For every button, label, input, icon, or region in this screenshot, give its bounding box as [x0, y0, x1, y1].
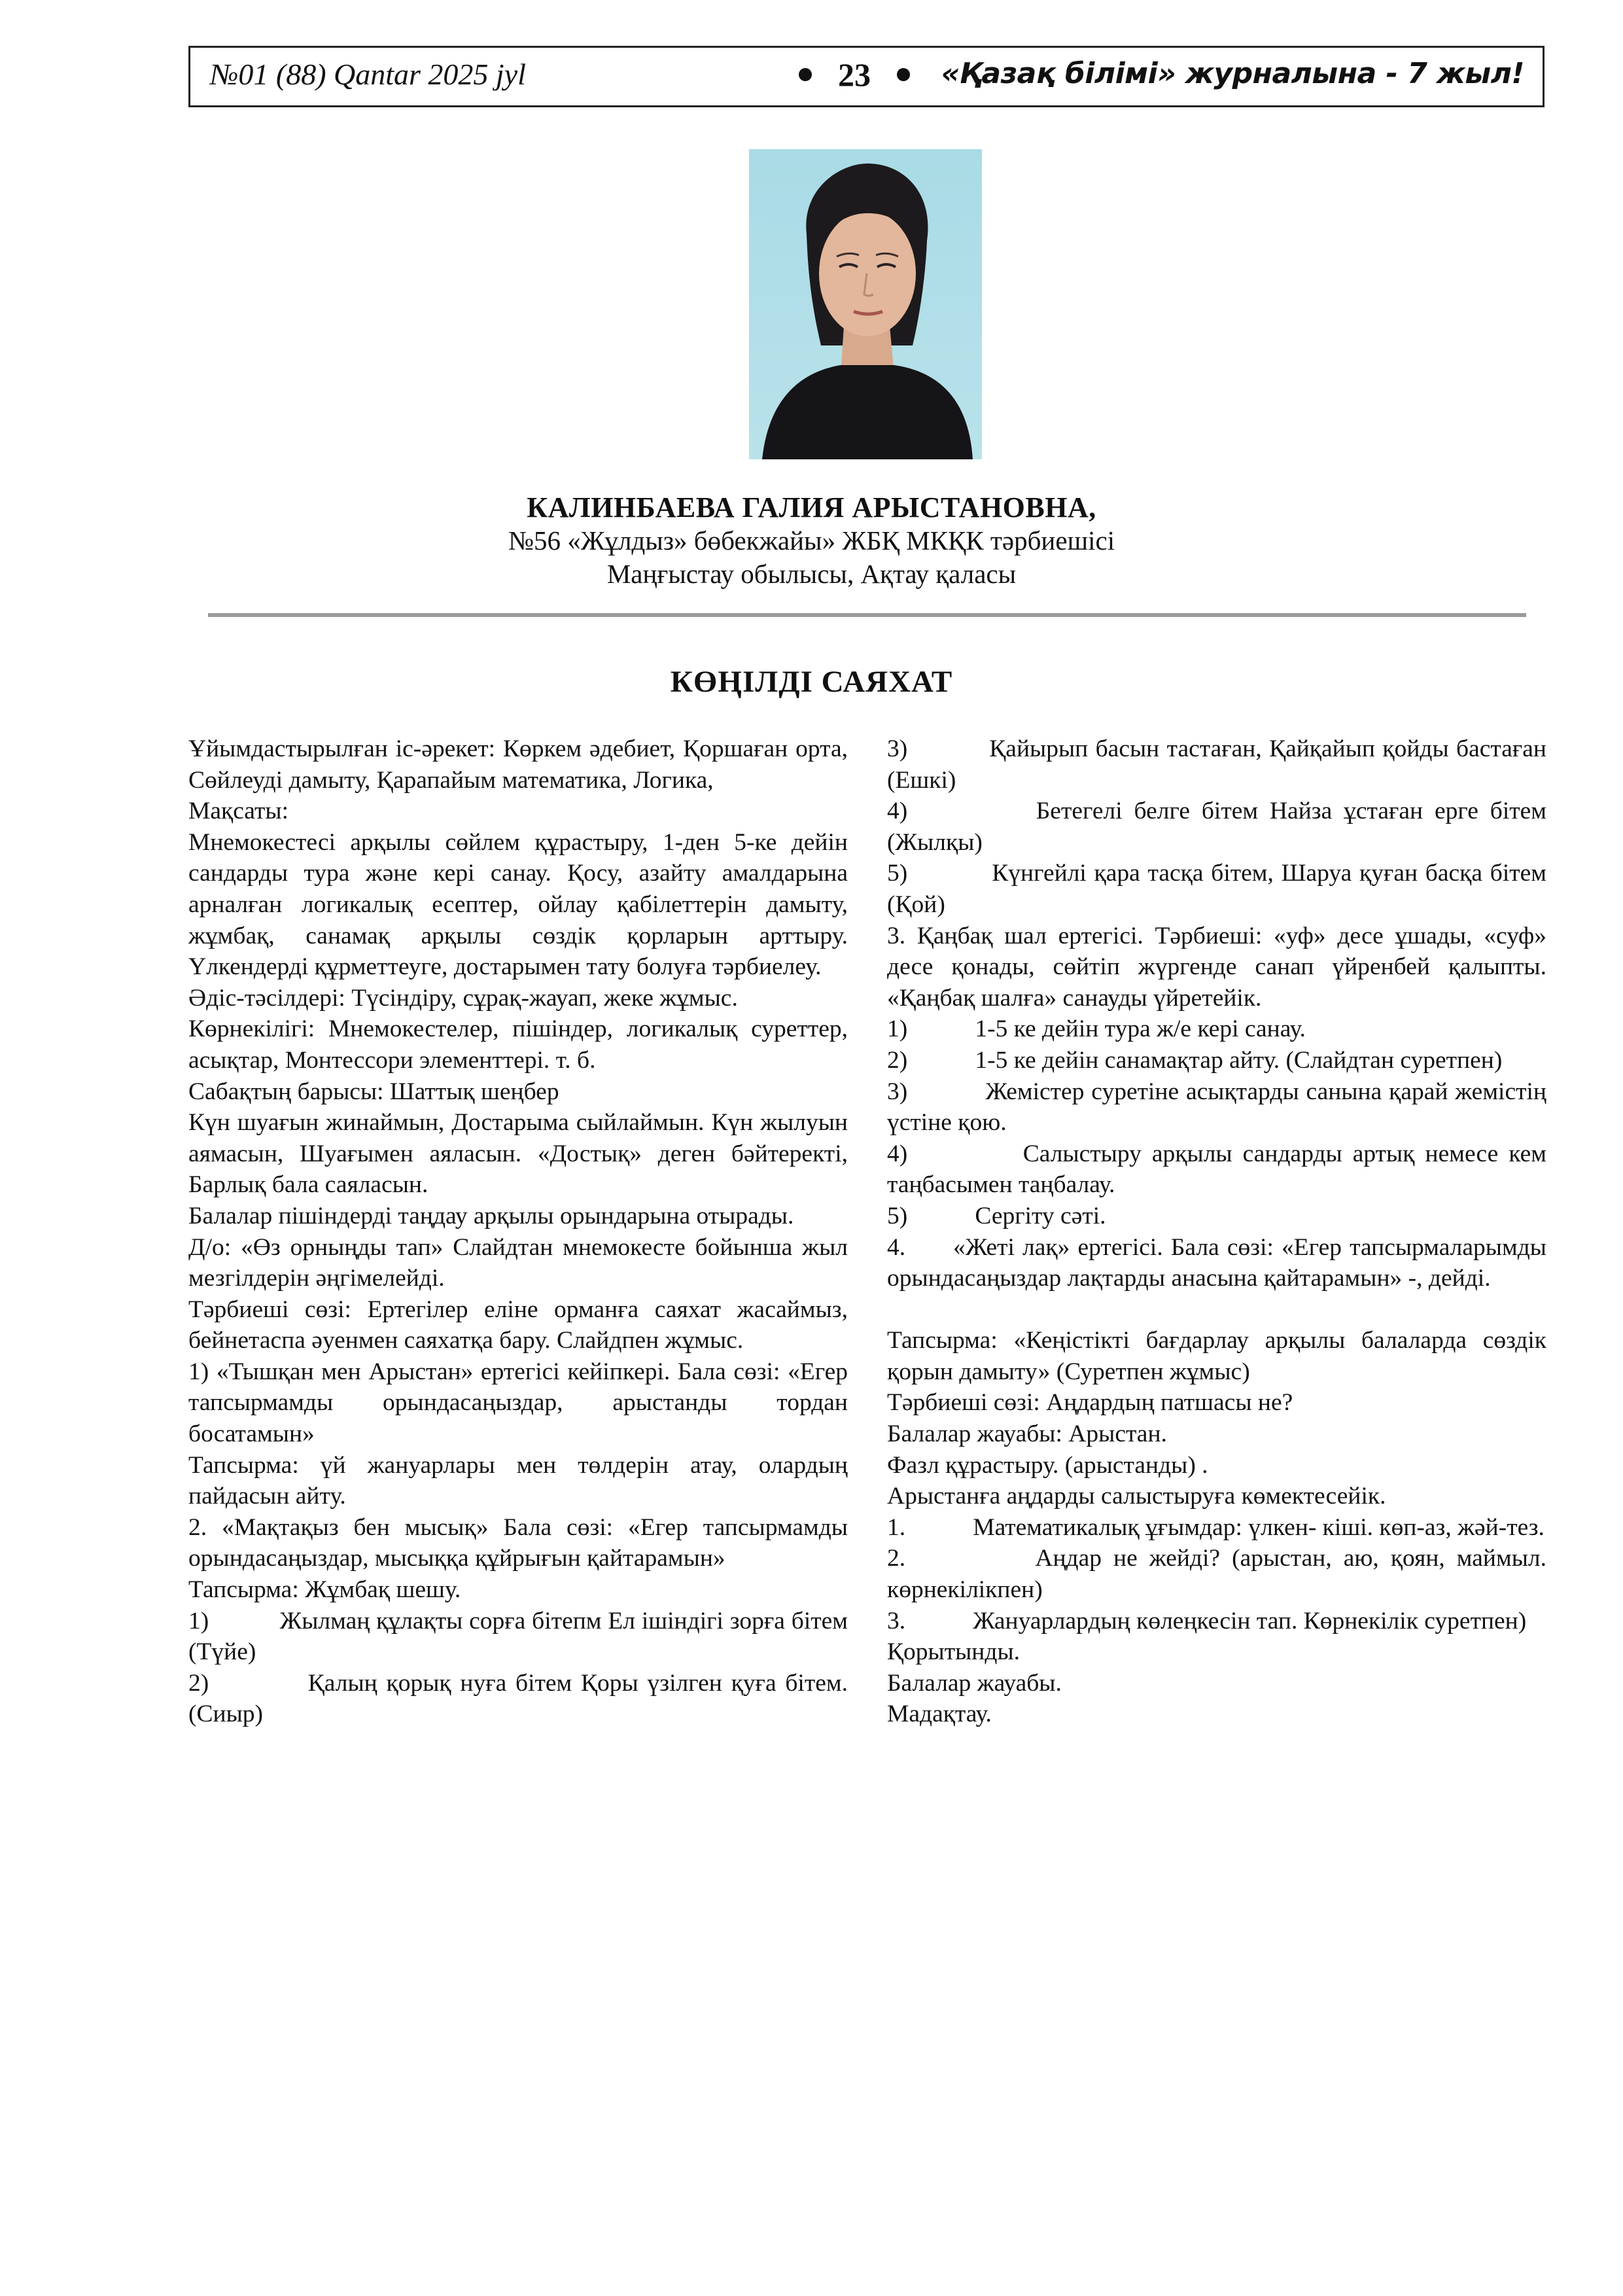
- paragraph: Д/о: «Өз орныңды тап» Слайдтан мнемокесте бойынша жыл мезгілдерін әңгімелейді.: [188, 1233, 848, 1292]
- divider: [208, 613, 1526, 617]
- paragraph: Тапсырма: «Кеңістікті бағдарлау арқылы балаларда сөздік қорын дамыту» (Суретпен жұмыс): [887, 1327, 1546, 1385]
- author-photo: [749, 149, 982, 459]
- paragraph: 3) Қайырып басын тастаған, Қайқайып қойды бастаған (Ешкі): [887, 735, 1546, 794]
- article-left-column: [188, 733, 848, 1730]
- paragraph: Мақсаты:: [188, 798, 288, 825]
- paragraph: 2) 1-5 ке дейін санамақтар айту. (Слайдтан суретпен): [887, 1046, 1503, 1074]
- paragraph: 2. «Мақтақыз бен мысық» Бала сөзі: «Егер тапсырмамды орындасаңыздар, мысыққа құйрығын қайтарамын»: [188, 1513, 848, 1572]
- article-title: КӨҢІЛДІ САЯХАТ: [670, 665, 953, 699]
- paragraph: Балалар жауабы: Арыстан.: [887, 1421, 1167, 1448]
- paragraph: 2. Аңдар не жейді? (арыстан, аю, қоян, маймыл. көрнекілікпен): [887, 1545, 1546, 1604]
- paragraph: Тапсырма: Жұмбақ шешу.: [188, 1576, 461, 1604]
- paragraph: 5) Сергіту сәті.: [887, 1202, 1106, 1229]
- paragraph: Әдіс-тәсілдері: Түсіндіру, сұрақ-жауап, жеке жұмыс.: [188, 984, 738, 1012]
- paragraph: 1. Математикалық ұғымдар: үлкен- кіші. көп-аз, жәй-тез.: [887, 1513, 1544, 1541]
- page-number-block: [799, 56, 910, 94]
- paragraph: 4. «Жеті лақ» ертегісі. Бала сөзі: «Егер тапсырмаларымды орындасаңыздар лақтарды анасына қайтарамын» -, дейді.: [887, 1233, 1546, 1292]
- issue-info: №01 (88) Qantar 2025 jyl: [210, 58, 526, 91]
- paragraph: 3) Жемістер суретіне асықтарды санына қарай жемістің үстіне қою.: [887, 1078, 1546, 1137]
- journal-anniversary: «Қазақ білімі» журналына - 7 жыл!: [941, 57, 1524, 90]
- paragraph: Күн шуағын жинаймын, Достарыма сыйлаймын. Күн жылуын аямасын, Шуағымен аяласын. «Достық» деген бәйтеректі, Барлық бала саяласын.: [188, 1109, 848, 1199]
- paragraph: 1) «Тышқан мен Арыстан» ертегісі кейіпкері. Бала сөзі: «Егер тапсырмамды орындасаңыздар, арыстанды тордан босатамын»: [188, 1358, 848, 1448]
- paragraph: Қорытынды.: [887, 1638, 1021, 1666]
- paragraph: Балалар жауабы.: [887, 1669, 1062, 1697]
- author-location: Маңғыстау обылысы, Ақтау қаласы: [606, 559, 1017, 589]
- paragraph: 1) 1-5 ке дейін тура ж/е кері санау.: [887, 1016, 1306, 1043]
- paragraph: Ұйымдастырылған іс-әрекет: Көркем әдебиет, Қоршаған орта, Сөйлеуді дамыту, Қарапайым математика, Логика,: [188, 735, 848, 794]
- author-position: №56 «Жұлдыз» бөбекжайы» ЖБҚ МКҚК тәрбиешісі: [508, 525, 1115, 556]
- paragraph: Мадақтау.: [887, 1701, 992, 1728]
- paragraph: [887, 1294, 1546, 1326]
- paragraph: 4) Бетегелі белге бітем Найза ұстаған ерге бітем (Жылқы): [887, 798, 1546, 856]
- paragraph: 1) Жылмаң құлақты сорға бітепм Ел ішіндігі зорға бітем (Түйе): [188, 1607, 848, 1666]
- paragraph: Тәрбиеші сөзі: Ертегілер еліне орманға саяхат жасаймыз, бейнетаспа әуенмен саяхатқа бару. Слайдпен жұмыс.: [188, 1296, 848, 1354]
- bullet-icon: [897, 68, 910, 81]
- paragraph: Фазл құрастыру. (арыстанды) .: [887, 1451, 1208, 1479]
- paragraph: Арыстанға аңдарды салыстыруға көмектесейік.: [887, 1483, 1386, 1510]
- paragraph: 4) Салыстыру арқылы сандарды артық немесе кем таңбасымен таңбалау.: [887, 1140, 1546, 1199]
- bullet-icon: [799, 68, 812, 81]
- paragraph: 2) Қалың қорық нуға бітем Қоры үзілген қуға бітем. (Сиыр): [188, 1669, 848, 1728]
- paragraph: Сабақтың барысы: Шаттық шеңбер: [188, 1078, 559, 1105]
- paragraph: Тапсырма: үй жануарлары мен төлдерін атау, олардың пайдасын айту.: [188, 1451, 848, 1510]
- author-name: КАЛИНБАЕВА ГАЛИЯ АРЫСТАНОВНА,: [527, 491, 1096, 523]
- paragraph: Көрнекілігі: Мнемокестелер, пішіндер, логикалық суреттер, асықтар, Монтессори элементтері. т. б.: [188, 1016, 848, 1074]
- paragraph: Тәрбиеші сөзі: Аңдардың патшасы не?: [887, 1389, 1293, 1417]
- page-header: [188, 46, 1544, 107]
- page-number: 23: [838, 56, 871, 93]
- paragraph: 5) Күнгейлі қара тасқа бітем, Шаруа қуған басқа бітем (Қой): [887, 860, 1546, 918]
- paragraph: 3. Қаңбақ шал ертегісі. Тәрбиеші: «уф» десе ұшады, «суф» десе қонады, сөйтіп жүргенде санап үйренбей қалыпты. «Қаңбақ шалға» санауды үйретейік.: [887, 922, 1546, 1012]
- paragraph: Мнемокестесі арқылы сөйлем құрастыру, 1-ден 5-ке дейін сандарды тура және кері санау. Қосу, азайту амалдарына арналған логикалық есептер, ойлау қабілеттерін дамыту, жұмбақ, санамақ арқылы сөздік қорларын арттыру. Үлкендерді құрметтеуге, достарымен тату болуға тәрбиелеу.: [188, 828, 848, 981]
- paragraph: Балалар пішіндерді таңдау арқылы орындарына отырады.: [188, 1202, 794, 1229]
- paragraph: 3. Жануарлардың көлеңкесін тап. Көрнекілік суретпен): [887, 1607, 1527, 1634]
- article-right-column: [887, 733, 1546, 1730]
